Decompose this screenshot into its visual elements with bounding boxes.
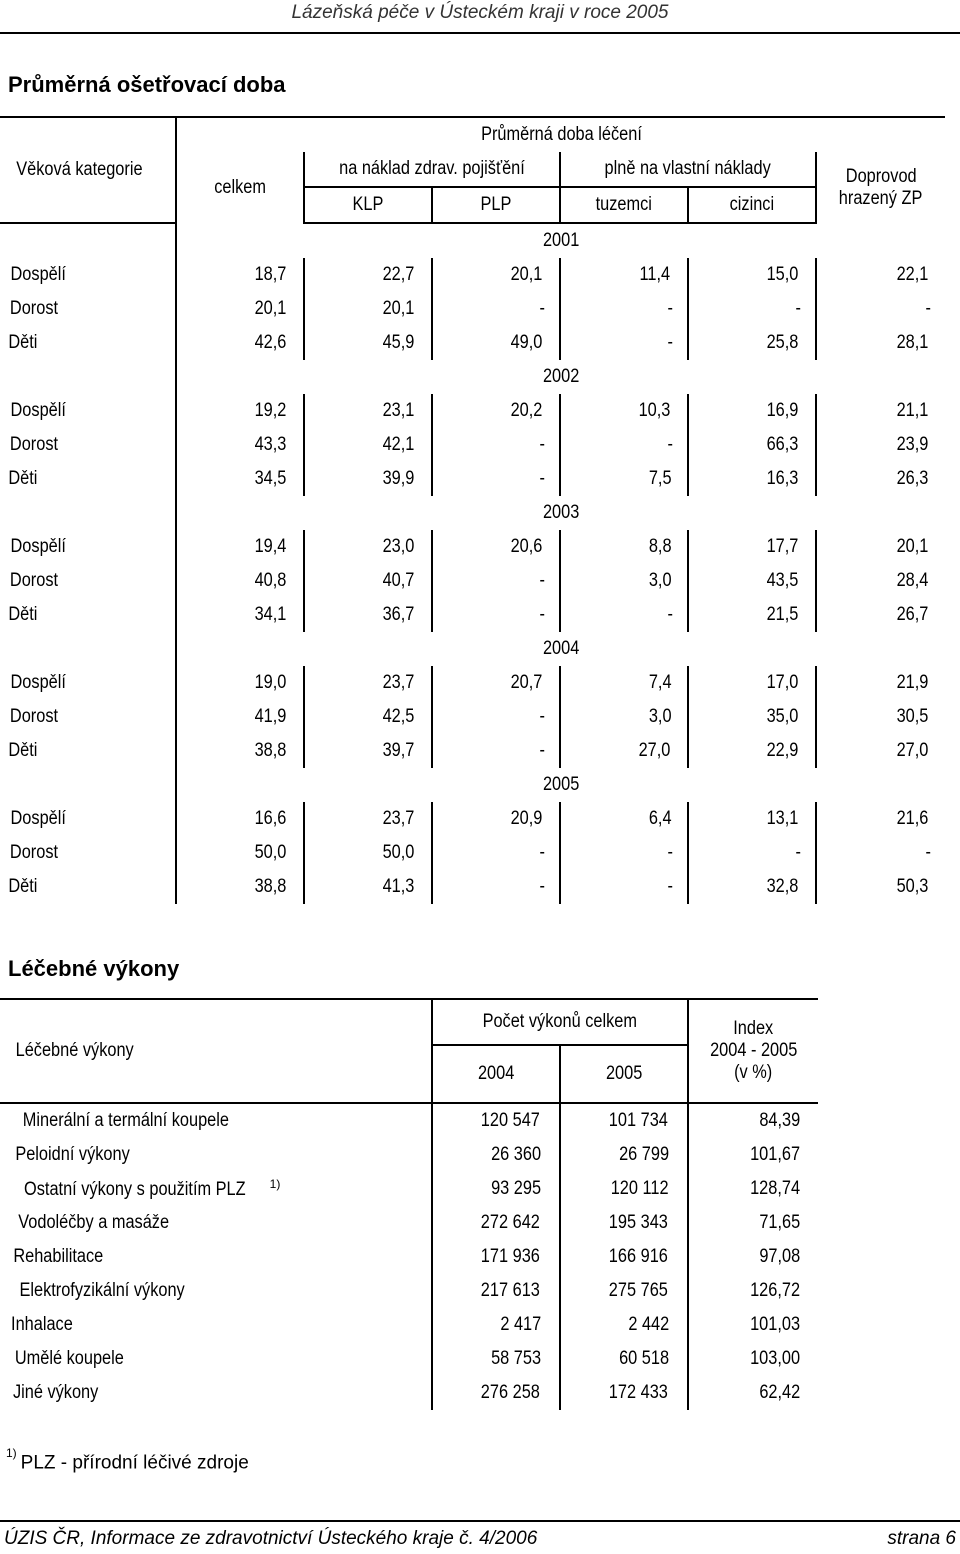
value-cell: 26,3 [816,462,945,496]
year-2004-header: 2004 [432,1045,560,1103]
value-cell: 23,7 [304,666,432,700]
count-2005: 275 765 [560,1274,688,1308]
value-cell: - [432,734,560,768]
value-cell: - [688,836,816,870]
table-row [0,1103,818,1138]
plp-header: PLP [432,187,560,223]
value-cell: - [816,836,945,870]
value-cell: 42,6 [176,326,304,360]
treatments-table [0,998,818,1410]
year-row [0,632,945,666]
treatment-name: Ostatní výkony s použitím PLZ $^{1)}$ [24,1176,281,1201]
value-cell: 23,1 [304,394,432,428]
table-row [0,394,945,428]
count-2004: 26 360 [432,1138,560,1172]
table-row [0,836,945,870]
table-row [0,258,945,292]
treatments-body [0,1103,818,1410]
table-row [0,700,945,734]
index-header: Index 2004 - 2005 (v %) [688,999,818,1103]
value-cell: - [560,836,688,870]
treatment-name: Inhalace [11,1314,73,1335]
value-cell: 25,8 [688,326,816,360]
age-category: Děti [8,468,38,489]
age-category: Děti [8,876,38,897]
value-cell: 16,6 [176,802,304,836]
value-cell: 27,0 [816,734,945,768]
table-row [0,1274,818,1308]
value-cell: 19,2 [176,394,304,428]
value-cell: 3,0 [560,700,688,734]
value-cell: 41,9 [176,700,304,734]
year-spacer [0,496,176,530]
table-row [0,1138,818,1172]
footnote-mark: 1) [6,1446,17,1460]
tuzemci-header: tuzemci [560,187,688,223]
count-2004: 171 936 [432,1240,560,1274]
value-cell: 20,1 [304,292,432,326]
value-cell: 42,1 [304,428,432,462]
table-row [0,666,945,700]
index-value: 126,72 [688,1274,818,1308]
value-cell: 17,7 [688,530,816,564]
value-cell: 7,5 [560,462,688,496]
value-cell: 13,1 [688,802,816,836]
value-cell: 20,1 [816,530,945,564]
value-cell: 23,7 [304,802,432,836]
table-row [0,462,945,496]
value-cell: 21,9 [816,666,945,700]
value-cell: 20,7 [432,666,560,700]
value-cell: 41,3 [304,870,432,904]
year-spacer [0,360,176,394]
year-label: 2004 [176,632,945,666]
age-category: Děti [8,604,38,625]
value-cell: 42,5 [304,700,432,734]
value-cell: 6,4 [560,802,688,836]
year-label: 2003 [176,496,945,530]
value-cell: 19,4 [176,530,304,564]
value-cell: - [432,836,560,870]
footnote [6,1446,249,1474]
table-row [0,564,945,598]
value-cell: 11,4 [560,258,688,292]
table-row [0,1308,818,1342]
table-row [0,598,945,632]
count-2004: 276 258 [432,1376,560,1410]
value-cell: - [688,292,816,326]
index-value: 103,00 [688,1342,818,1376]
value-cell: 19,0 [176,666,304,700]
value-cell: 8,8 [560,530,688,564]
value-cell: 39,9 [304,462,432,496]
value-cell: - [560,598,688,632]
age-category-header: Věková kategorie [16,158,143,180]
count-2004: 120 547 [432,1103,560,1138]
index-value: 101,03 [688,1308,818,1342]
index-value: 84,39 [688,1103,818,1138]
count-2005: 166 916 [560,1240,688,1274]
value-cell: 22,1 [816,258,945,292]
year-row [0,360,945,394]
treatment-name: Vodoléčby a masáže [18,1212,170,1233]
section-title-treatments: Léčebné výkony [8,956,180,981]
value-cell: - [432,292,560,326]
value-cell: 20,9 [432,802,560,836]
value-cell: - [432,598,560,632]
age-category: Dorost [9,842,59,863]
value-cell: 49,0 [432,326,560,360]
doprovod-header: Doprovod hrazený ZP [816,152,945,223]
age-category: Dorost [9,570,59,591]
value-cell: 40,8 [176,564,304,598]
treatment-name: Umělé koupele [14,1348,124,1369]
count-2004: 217 613 [432,1274,560,1308]
age-category: Dospělí [10,808,66,829]
footer-source: ÚZIS ČR, Informace ze zdravotnictví Ústeckého kraje č. 4/2006 [4,1528,538,1549]
value-cell: 45,9 [304,326,432,360]
value-cell: 38,8 [176,870,304,904]
value-cell: 32,8 [688,870,816,904]
value-cell: 20,6 [432,530,560,564]
count-2004: 58 753 [432,1342,560,1376]
value-cell: 22,9 [688,734,816,768]
value-cell: 15,0 [688,258,816,292]
value-cell: 7,4 [560,666,688,700]
value-cell: 34,5 [176,462,304,496]
year-row [0,496,945,530]
count-group-header: Počet výkonů celkem [432,999,688,1045]
value-cell: 43,5 [688,564,816,598]
year-spacer [0,223,176,258]
treatments-row-header: Léčebné výkony [0,999,432,1103]
value-cell: 66,3 [688,428,816,462]
year-label: 2005 [176,768,945,802]
index-value: 62,42 [688,1376,818,1410]
value-cell: - [432,428,560,462]
value-cell: - [560,292,688,326]
value-cell: 23,9 [816,428,945,462]
table-row [0,326,945,360]
age-category: Dospělí [10,672,66,693]
page-header: Lázeňská péče v Ústeckém kraji v roce 2005 [291,2,669,23]
age-category: Děti [8,332,38,353]
age-category: Dorost [9,434,59,455]
table-row [0,734,945,768]
table-row [0,530,945,564]
index-value: 97,08 [688,1240,818,1274]
value-cell: 20,1 [176,292,304,326]
age-category: Děti [8,740,38,761]
value-cell: 21,5 [688,598,816,632]
year-spacer [0,632,176,666]
count-2005: 101 734 [560,1103,688,1138]
value-cell: - [432,870,560,904]
age-category: Dorost [9,298,59,319]
footer-rule [0,1520,960,1522]
value-cell: 21,6 [816,802,945,836]
value-cell: - [432,564,560,598]
value-cell: 50,3 [816,870,945,904]
value-cell: 16,9 [688,394,816,428]
age-category: Dospělí [10,536,66,557]
value-cell: - [560,428,688,462]
value-cell: 3,0 [560,564,688,598]
value-cell: 35,0 [688,700,816,734]
index-value: 101,67 [688,1138,818,1172]
count-2004: 93 295 [432,1172,560,1206]
section-title-treatment-duration: Průměrná ošetřovací doba [8,72,286,97]
value-cell: 21,1 [816,394,945,428]
table-row [0,802,945,836]
table-row [0,1206,818,1240]
value-cell: 20,1 [432,258,560,292]
year-row [0,223,945,258]
age-category: Dospělí [10,264,66,285]
value-cell: 16,3 [688,462,816,496]
value-cell: 27,0 [560,734,688,768]
year-2005-header: 2005 [560,1045,688,1103]
count-2004: 2 417 [432,1308,560,1342]
value-cell: 39,7 [304,734,432,768]
value-cell: - [560,326,688,360]
value-cell: 40,7 [304,564,432,598]
table-row [0,870,945,904]
value-cell: 50,0 [176,836,304,870]
value-cell: 28,1 [816,326,945,360]
table-row [0,1376,818,1410]
treatment-duration-body [0,223,945,904]
count-2004: 272 642 [432,1206,560,1240]
count-2005: 26 799 [560,1138,688,1172]
value-cell: 30,5 [816,700,945,734]
footer-page-number: strana 6 [887,1528,956,1549]
treatment-name: Peloidní výkony [15,1144,130,1165]
self-pay-group-header: plně na vlastní náklady [560,152,816,187]
value-cell: 10,3 [560,394,688,428]
value-cell: - [816,292,945,326]
col-group-header: Průměrná doba léčení [176,117,945,152]
year-label: 2002 [176,360,945,394]
treatment-name: Jiné výkony [12,1382,99,1403]
klp-header: KLP [304,187,432,223]
count-2005: 2 442 [560,1308,688,1342]
value-cell: - [560,870,688,904]
value-cell: 43,3 [176,428,304,462]
treatment-name: Rehabilitace [13,1246,104,1267]
value-cell: 20,2 [432,394,560,428]
value-cell: 18,7 [176,258,304,292]
table-row [0,428,945,462]
value-cell: 17,0 [688,666,816,700]
value-cell: 50,0 [304,836,432,870]
count-2005: 60 518 [560,1342,688,1376]
value-cell: 38,8 [176,734,304,768]
celkem-header: celkem [176,152,304,223]
table-row [0,1172,818,1206]
treatment-name: Elektrofyzikální výkony [19,1280,185,1301]
count-2005: 195 343 [560,1206,688,1240]
value-cell: 36,7 [304,598,432,632]
index-value: 71,65 [688,1206,818,1240]
count-2005: 172 433 [560,1376,688,1410]
count-2005: 120 112 [560,1172,688,1206]
age-category: Dospělí [10,400,66,421]
treatment-duration-table [0,116,945,904]
footnote-ref: 1) [269,1176,281,1191]
header-rule [0,32,960,34]
index-value: 128,74 [688,1172,818,1206]
value-cell: - [432,462,560,496]
value-cell: 28,4 [816,564,945,598]
treatment-name: Minerální a termální koupele [0,1103,432,1138]
year-label: 2001 [176,223,945,258]
cizinci-header: cizinci [688,187,816,223]
table-row [0,292,945,326]
value-cell: 26,7 [816,598,945,632]
insurance-group-header: na náklad zdrav. pojišťění [304,152,560,187]
year-row [0,768,945,802]
value-cell: 22,7 [304,258,432,292]
table-row [0,1342,818,1376]
year-spacer [0,768,176,802]
value-cell: - [432,700,560,734]
value-cell: 34,1 [176,598,304,632]
footnote-text: PLZ - přírodní léčivé zdroje [20,1452,249,1474]
age-category: Dorost [9,706,59,727]
table-row [0,1240,818,1274]
value-cell: 23,0 [304,530,432,564]
